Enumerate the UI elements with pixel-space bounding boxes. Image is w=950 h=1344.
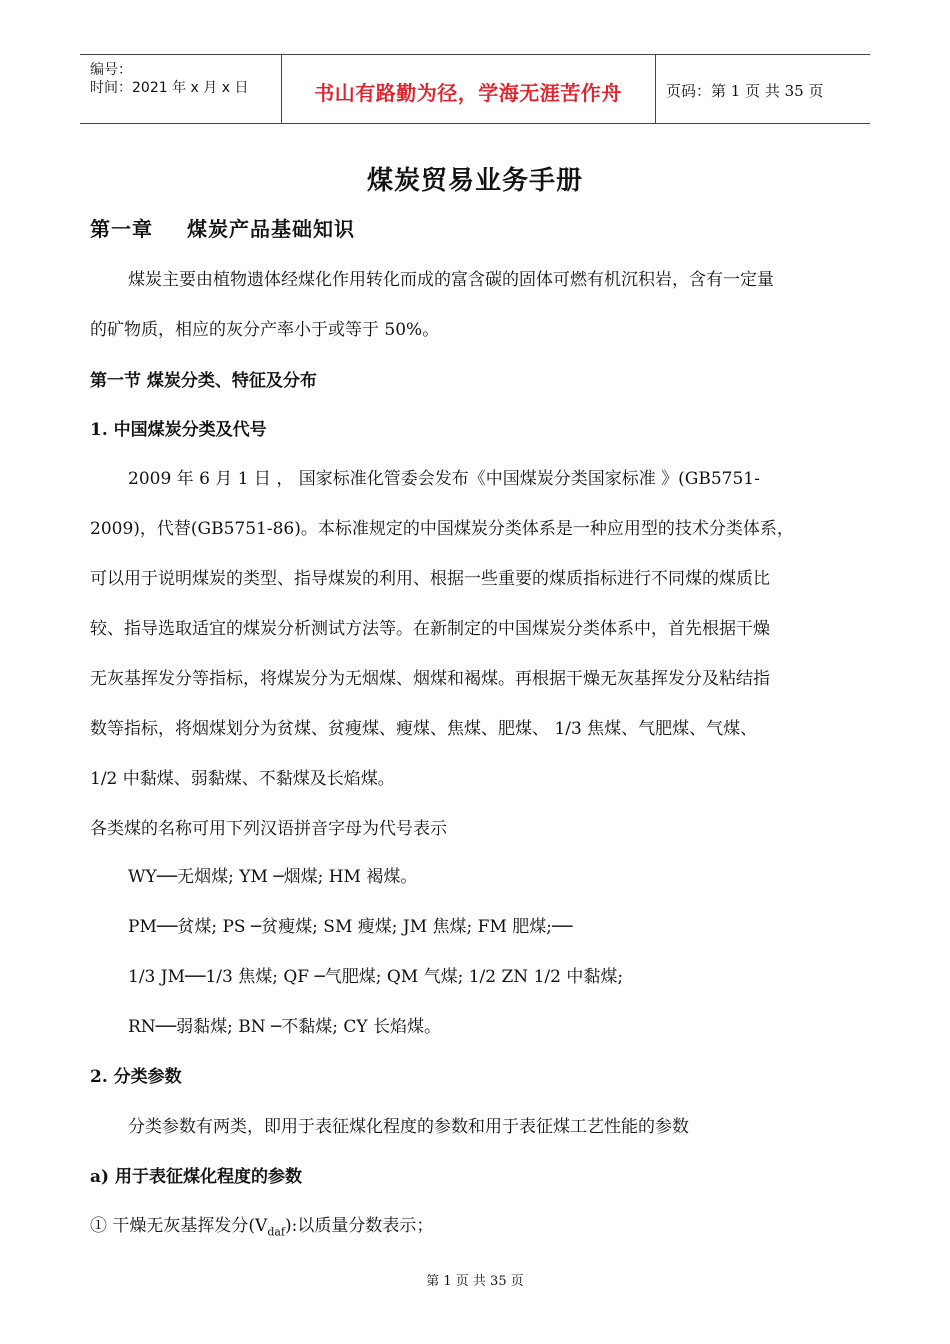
paragraph-line: 2009 年 6 月 1 日 ， 国家标准化管委会发布《中国煤炭分类国家标准 》(GB5751- — [128, 469, 760, 489]
item-subscript: daf — [267, 1225, 285, 1239]
page-footer: 第 1 页 共 35 页 — [426, 1274, 524, 1289]
subheading-coalification: a) 用于表征煤化程度的参数 — [90, 1167, 302, 1187]
code-label: 编号： — [90, 62, 132, 78]
document-title: 煤炭贸易业务手册 — [366, 166, 583, 196]
header-divider — [655, 55, 656, 123]
header-motto: 书山有路勤为径，学海无涯苦作舟 — [314, 81, 622, 105]
paragraph-line: 可以用于说明煤炭的类型、指导煤炭的利用、根据一些重要的煤质指标进行不同煤的煤质比 — [90, 569, 770, 589]
chapter-number: 第一章 — [90, 217, 153, 241]
parameters-paragraph: 分类参数有两类，即用于表征煤化程度的参数和用于表征煤工艺性能的参数 — [128, 1117, 689, 1137]
section-heading: 第一节 煤炭分类、特征及分布 — [90, 371, 317, 391]
paragraph-line: 数等指标，将烟煤划分为贫煤、贫瘦煤、瘦煤、焦煤、肥煤、 1/3 焦煤、气肥煤、气煤、 — [90, 719, 758, 739]
item-volatile-matter — [90, 1211, 433, 1238]
header-meta — [90, 61, 248, 97]
paragraph-line: 无灰基挥发分等指标，将煤炭分为无烟煤、烟煤和褐煤。再根据干燥无灰基挥发分及粘结指 — [90, 669, 770, 689]
codes-line: PM──贫煤; PS ─贫瘦煤; SM 瘦煤; JM 焦煤; FM 肥煤;── — [128, 917, 573, 937]
time-label: 时间：2021 年 x 月 x 日 — [90, 80, 249, 96]
page-header — [80, 54, 870, 124]
subheading-parameters: 2. 分类参数 — [90, 1067, 182, 1087]
codes-line: RN──弱黏煤; BN ─不黏煤; CY 长焰煤。 — [128, 1017, 442, 1037]
codes-intro: 各类煤的名称可用下列汉语拼音字母为代号表示 — [90, 819, 447, 839]
paragraph-line: 1/2 中黏煤、弱黏煤、不黏煤及长焰煤。 — [90, 769, 395, 789]
intro-line-1: 煤炭主要由植物遗体经煤化作用转化而成的富含碳的固体可燃有机沉积岩，含有一定量 — [128, 270, 774, 290]
paragraph-line: 较、指导选取适宜的煤炭分析测试方法等。在新制定的中国煤炭分类体系中，首先根据干燥 — [90, 619, 770, 639]
header-page-info: 页码：第 1 页 共 35 页 — [666, 82, 824, 100]
subheading-classification: 1. 中国煤炭分类及代号 — [90, 420, 267, 440]
paragraph-line: 2009)，代替(GB5751-86)。本标准规定的中国煤炭分类体系是一种应用型的技术分类体系， — [90, 519, 794, 539]
chapter-heading — [90, 213, 355, 242]
codes-line: WY──无烟煤; YM ─烟煤; HM 褐煤。 — [128, 867, 418, 887]
item-text: ① 干燥无灰基挥发分(V — [90, 1216, 268, 1236]
item-text-suffix: ):以质量分数表示； — [285, 1216, 434, 1236]
chapter-title: 煤炭产品基础知识 — [187, 217, 355, 241]
codes-line: 1/3 JM──1/3 焦煤; QF ─气肥煤; QM 气煤; 1/2 ZN 1/2 中黏煤; — [128, 967, 624, 987]
intro-line-2: 的矿物质，相应的灰分产率小于或等于 50%。 — [90, 320, 440, 340]
